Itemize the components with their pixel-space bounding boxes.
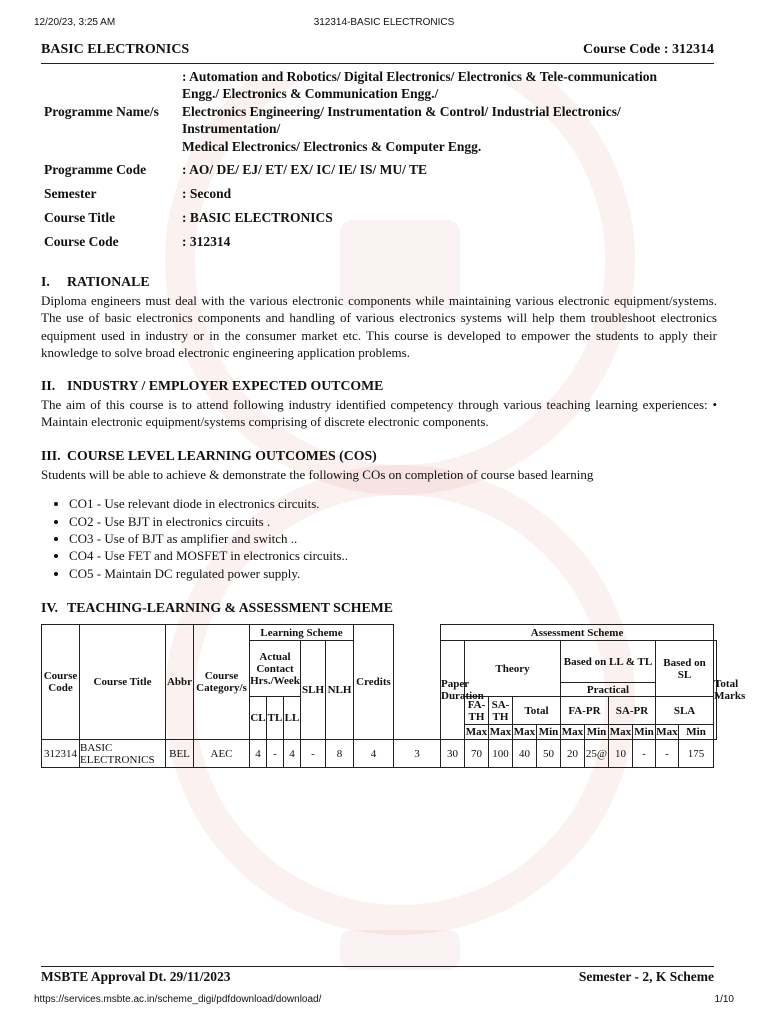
cell-fa-th-max: 30 — [441, 740, 465, 768]
course-outcomes-heading — [41, 448, 717, 464]
section-title: RATIONALE — [67, 274, 150, 289]
programme-line: Electronics Engineering/ Instrumentation & Control/ Industrial Electronics/ — [182, 103, 621, 119]
rationale-heading — [41, 274, 717, 290]
cell-nlh: 8 — [326, 740, 354, 768]
list-item: • CO1 - Use relevant diode in electronics circuits. — [69, 495, 717, 512]
cell-course-title: BASIC ELECTRONICS — [80, 740, 166, 768]
col-ll: LL — [284, 697, 301, 740]
semester-row — [44, 185, 714, 202]
col-slh: SLH — [301, 641, 326, 740]
semester-scheme: Semester - 2, K Scheme — [578, 969, 714, 984]
col-max: Max — [465, 726, 488, 738]
col-based-ll-tl: Based on LL & TL — [561, 641, 656, 683]
cell-total-min: 40 — [513, 740, 537, 768]
col-cl: CL — [250, 697, 267, 740]
cell-fa-pr-max: 50 — [537, 740, 561, 768]
course-title-value: : BASIC ELECTRONICS — [182, 210, 333, 226]
programme-line: Instrumentation/ — [182, 121, 281, 137]
programme-name-value — [182, 68, 714, 155]
col-min: Min — [634, 726, 654, 738]
semester-label: Semester — [44, 186, 97, 202]
rationale-text: Diploma engineers must deal with the various electronic components while maintaining various electronic equipment/systems. The use of basic electronics components and handling of various electronics systems will help them troubleshoot electronics equipment used in industry or in the consumer market etc. This course is developed to empower the students to apply their knowledge to solve broad electronic engineering application problems. — [41, 293, 717, 361]
cell-ll: 4 — [284, 740, 301, 768]
cell-cl: 4 — [250, 740, 267, 768]
col-max: Max — [656, 726, 678, 738]
cell-sla-max: - — [633, 740, 656, 768]
section-number: II. — [41, 378, 56, 393]
section-number: IV. — [41, 600, 59, 615]
cell-fa-pr-min: 20 — [561, 740, 585, 768]
list-item: • CO5 - Maintain DC regulated power supply. — [69, 565, 717, 582]
cell-abbr: BEL — [166, 740, 194, 768]
col-tl: TL — [267, 697, 284, 740]
page-number: 1/10 — [714, 994, 734, 1005]
programme-line: : Automation and Robotics/ Digital Electronics/ Electronics & Tele-communication — [182, 69, 657, 84]
col-min: Min — [679, 725, 714, 740]
print-doc-title: 312314-BASIC ELECTRONICS — [313, 17, 455, 28]
col-assessment-scheme: Assessment Scheme — [441, 625, 714, 641]
document-header — [41, 42, 714, 60]
print-header — [0, 17, 768, 31]
industry-outcome-section — [41, 378, 717, 431]
col-fa-pr: FA-PR — [561, 697, 609, 725]
programme-name-label: Programme Name/s — [44, 103, 159, 119]
section-title: INDUSTRY / EMPLOYER EXPECTED OUTCOME — [67, 378, 384, 393]
col-sa-pr: SA-PR — [609, 697, 656, 725]
col-min: Min — [585, 725, 609, 740]
course-code-row — [44, 233, 714, 250]
col-max: Max — [561, 726, 584, 738]
col-credits: Credits — [354, 625, 394, 740]
course-info — [44, 68, 714, 257]
col-min: Min — [537, 725, 561, 740]
course-outcomes-intro: Students will be able to achieve & demonstrate the following COs on completion of course based learning — [41, 467, 594, 482]
cell-tl: - — [267, 740, 284, 768]
col-sa-th: SA-TH — [489, 697, 513, 725]
cell-sa-pr-min: 10 — [609, 740, 633, 768]
section-title: TEACHING-LEARNING & ASSESSMENT SCHEME — [67, 600, 393, 615]
header-divider — [41, 63, 714, 64]
programme-line: Engg./ Electronics & Communication Engg./ — [182, 86, 439, 102]
col-paper-duration: Paper Duration — [441, 641, 465, 740]
industry-outcome-text: The aim of this course is to attend following industry identified competency through various teaching learning experiences: • Maintain electronic equipment/systems comprising of discrete electronic components. — [41, 397, 717, 430]
approval-date: MSBTE Approval Dt. 29/11/2023 — [41, 969, 231, 984]
document-footer — [41, 969, 714, 987]
course-code-label: Course Code — [44, 234, 119, 250]
programme-code-value: : AO/ DE/ EJ/ ET/ EX/ IC/ IE/ IS/ MU/ TE — [182, 162, 428, 178]
footer-divider — [41, 966, 714, 967]
scheme-heading — [41, 600, 717, 616]
cell-paper-duration: 3 — [394, 740, 441, 768]
section-title: COURSE LEVEL LEARNING OUTCOMES (COS) — [67, 448, 377, 463]
col-course-title: Course Title — [80, 625, 166, 740]
section-number: III. — [41, 448, 61, 463]
print-datetime: 12/20/23, 3:25 AM — [34, 17, 116, 28]
document-title: BASIC ELECTRONICS — [41, 42, 190, 57]
col-max: Max — [609, 726, 632, 738]
cell-category: AEC — [194, 740, 250, 768]
cell-sla-min: - — [656, 740, 679, 768]
col-learning-scheme: Learning Scheme — [250, 625, 354, 641]
section-number: I. — [41, 274, 50, 289]
course-title-label: Course Title — [44, 210, 116, 226]
print-footer — [0, 994, 768, 1008]
col-total: Total — [513, 697, 561, 725]
col-max: Max — [513, 726, 536, 738]
rationale-section — [41, 274, 717, 362]
industry-outcome-heading — [41, 378, 717, 394]
programme-name-row — [44, 68, 714, 155]
col-total-marks: Total Marks — [714, 641, 717, 740]
col-sla: SLA — [656, 697, 714, 725]
col-practical: Practical — [561, 683, 656, 697]
col-abbr: Abbr — [166, 625, 194, 740]
programme-code-row — [44, 161, 714, 178]
col-category: Course Category/s — [194, 625, 250, 740]
col-max: Max — [489, 726, 512, 738]
list-item: • CO3 - Use of BJT as amplifier and switch .. — [69, 530, 717, 547]
programme-line: Medical Electronics/ Electronics & Computer Engg. — [182, 138, 482, 154]
cell-slh: - — [301, 740, 326, 768]
semester-value: : Second — [182, 186, 232, 202]
course-outcomes-list — [41, 495, 717, 581]
col-course-code: Course Code — [42, 625, 80, 740]
col-based-sl: Based on SL — [656, 641, 714, 697]
course-code-value: : 312314 — [182, 234, 231, 250]
cell-credits: 4 — [354, 740, 394, 768]
table-row — [42, 740, 717, 768]
list-item: • CO4 - Use FET and MOSFET in electronics circuits.. — [69, 547, 717, 564]
cell-sa-pr-max: 25@ — [585, 740, 609, 768]
cell-total-marks: 175 — [679, 740, 714, 768]
col-theory: Theory — [465, 641, 561, 697]
course-title-row — [44, 209, 714, 226]
col-nlh: NLH — [326, 641, 354, 740]
scheme-table — [41, 624, 746, 768]
cell-sa-th-max: 70 — [465, 740, 489, 768]
cell-course-code: 312314 — [42, 740, 80, 768]
list-item: • CO2 - Use BJT in electronics circuits . — [69, 513, 717, 530]
col-actual-contact: Actual Contact Hrs./Week — [250, 641, 301, 697]
document-course-code: Course Code : 312314 — [582, 42, 714, 57]
table-spacer — [394, 625, 441, 740]
programme-code-label: Programme Code — [44, 162, 147, 178]
print-url: https://services.msbte.ac.in/scheme_digi/pdfdownload/download/ — [34, 994, 322, 1005]
course-outcomes-section — [41, 448, 717, 582]
scheme-section — [41, 600, 717, 618]
cell-total-max: 100 — [489, 740, 513, 768]
col-fa-th: FA-TH — [465, 697, 489, 725]
